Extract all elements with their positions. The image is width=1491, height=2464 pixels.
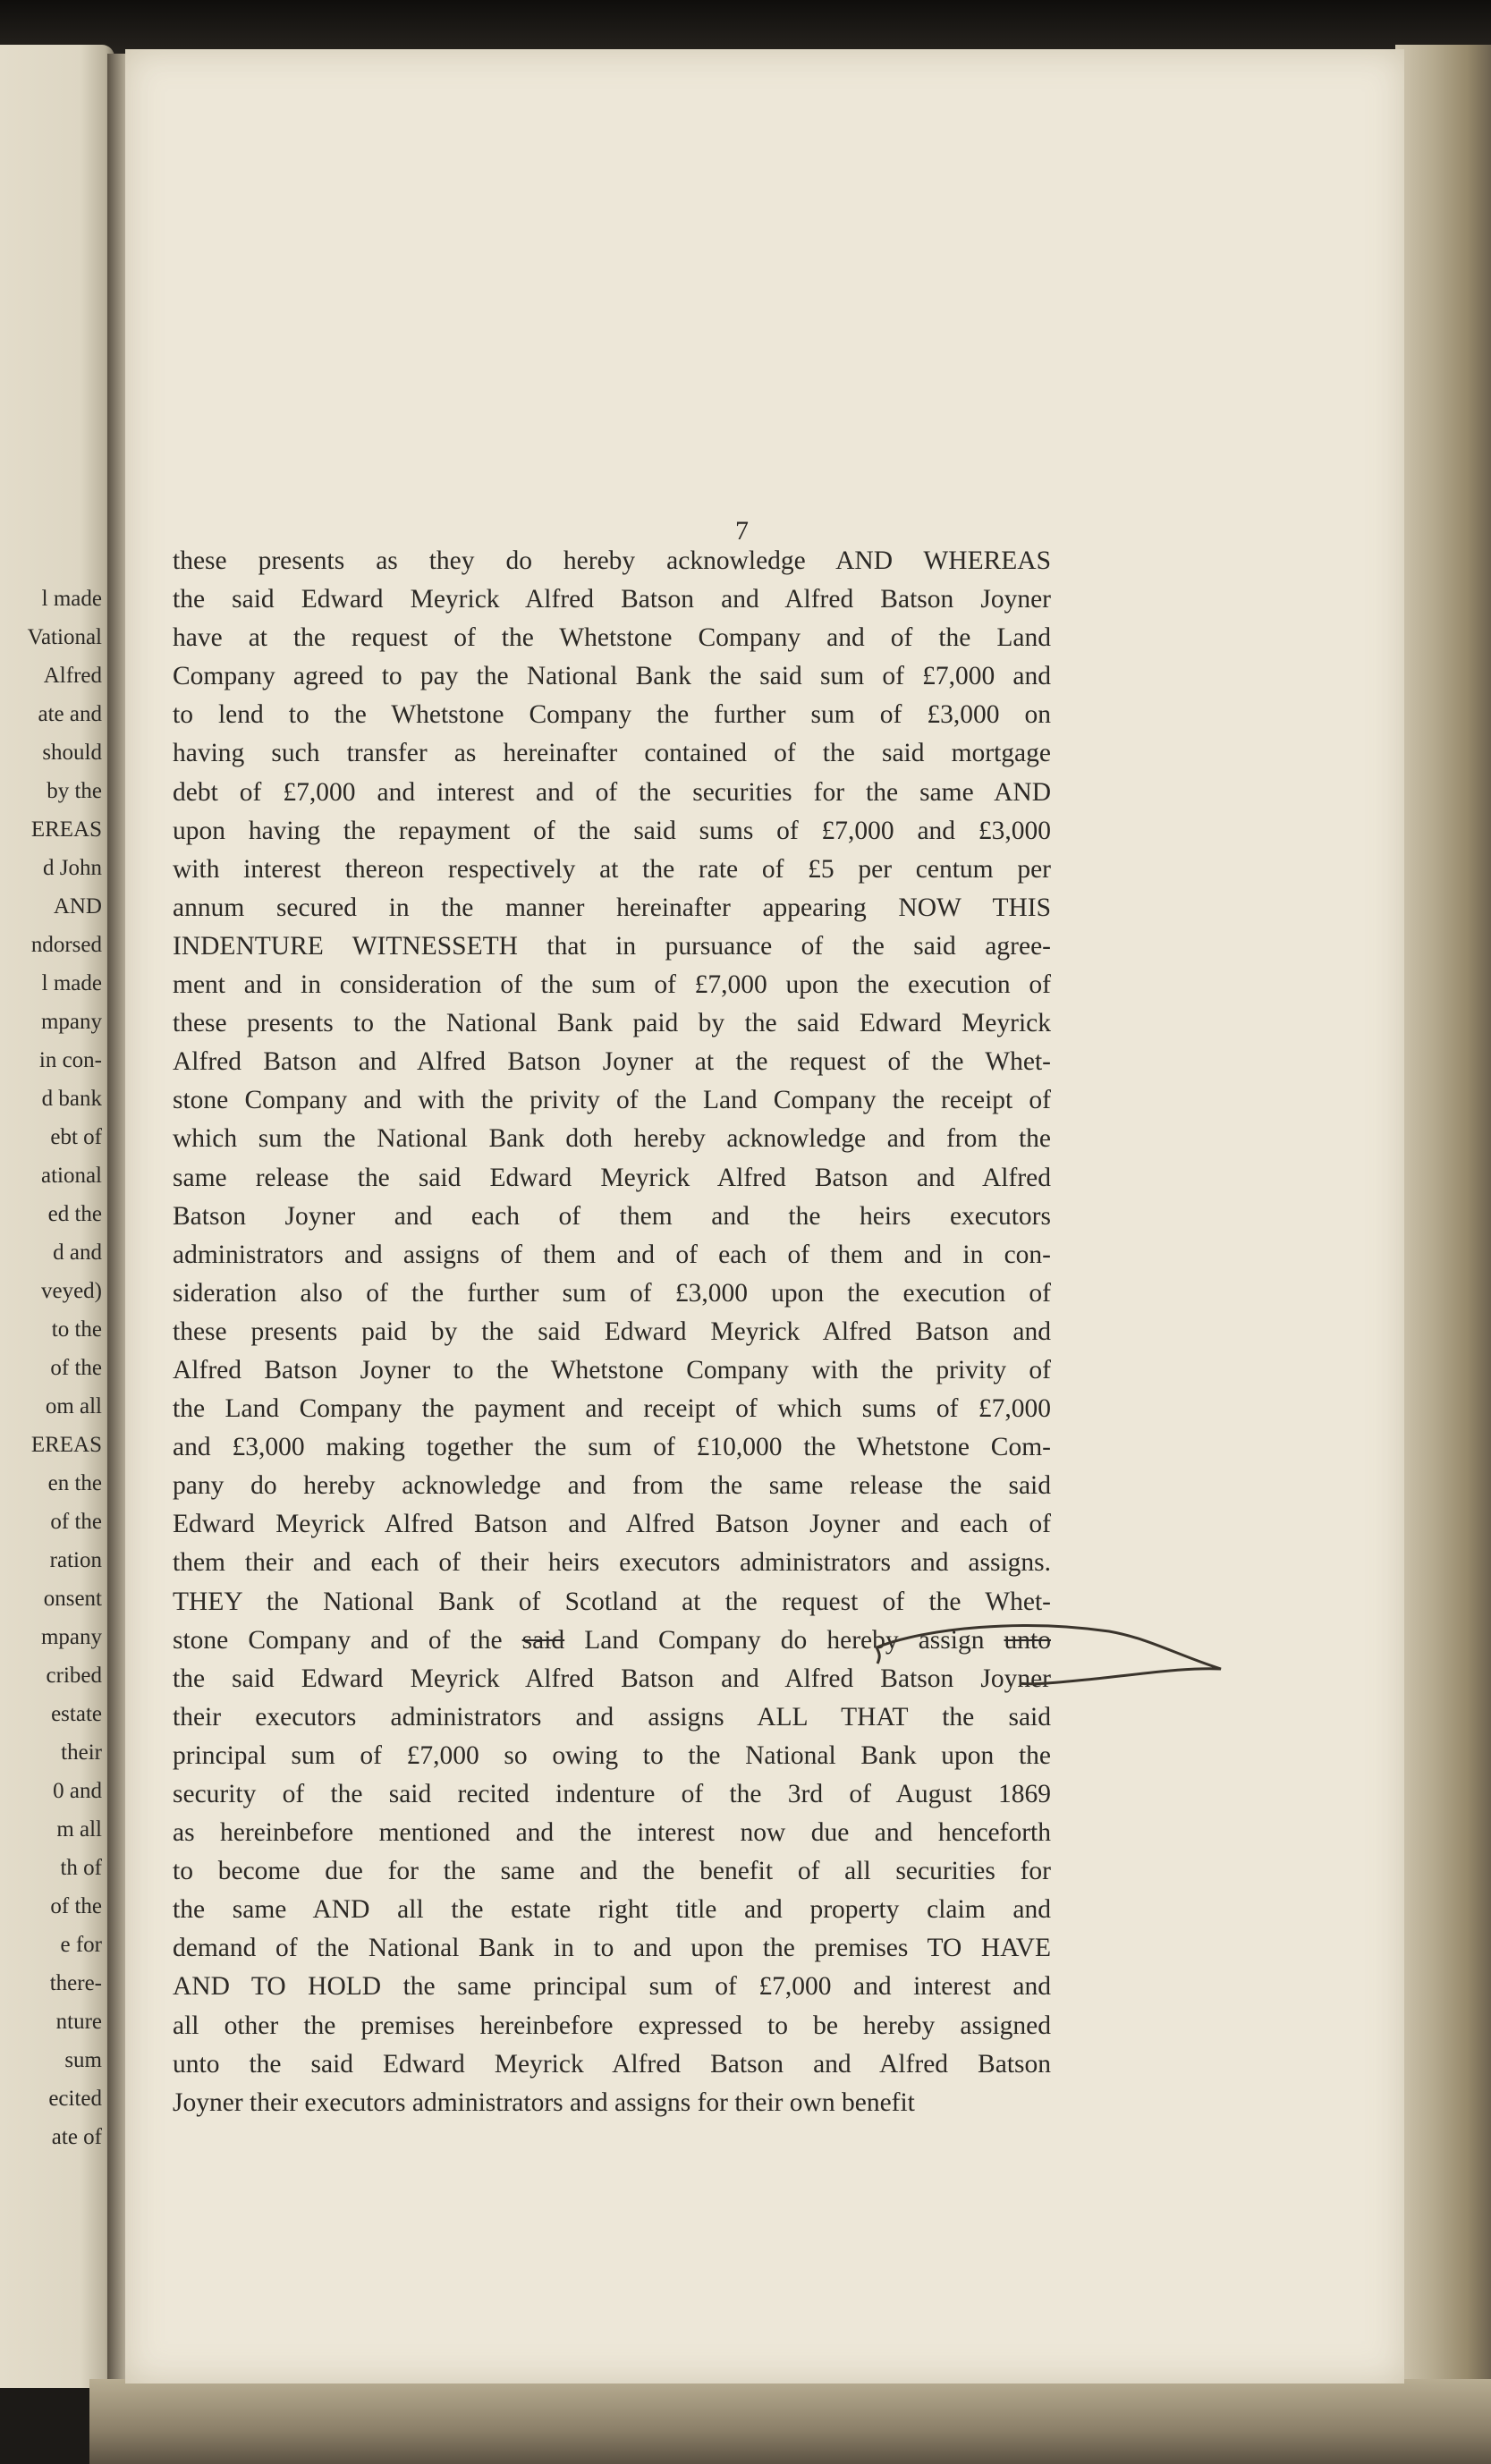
left-page-fragment: d bank xyxy=(41,1087,102,1111)
left-page-fragment: m all xyxy=(56,1817,102,1842)
text-line: INDENTURE WITNESSETH that in pursuance of the said agree- xyxy=(173,931,1051,961)
left-page-fragment: EREAS xyxy=(30,817,102,842)
struck-word: unto xyxy=(1004,1625,1051,1655)
left-page-fragment: sum xyxy=(64,2048,102,2072)
left-page-fragment: d John xyxy=(43,856,102,880)
text-line: unto the said Edward Meyrick Alfred Batson and Alfred Batson xyxy=(173,2049,1051,2079)
left-page-fragment: onsent xyxy=(43,1587,102,1611)
text-line: stone Company and with the privity of the Land Company the receipt of xyxy=(173,1086,1051,1115)
left-page-fragment: their xyxy=(61,1740,102,1765)
text-line: Company agreed to pay the National Bank the said sum of £7,000 and xyxy=(173,662,1051,691)
left-page-fragment: estate xyxy=(51,1702,102,1726)
left-page-fragment: nture xyxy=(55,2010,102,2034)
left-page-fragment: om all xyxy=(45,1394,102,1418)
text-line: the Land Company the payment and receipt of which sums of £7,000 xyxy=(173,1394,1051,1424)
text-line: these presents paid by the said Edward Meyrick Alfred Batson and xyxy=(173,1317,1051,1346)
text-line: having such transfer as hereinafter contained of the said mortgage xyxy=(173,739,1051,768)
text-line: debt of £7,000 and interest and of the securities for the same AND xyxy=(173,777,1051,807)
text-segment: stone Company and of the xyxy=(173,1625,522,1655)
left-page-fragment: 0 and xyxy=(53,1779,102,1803)
text-line: the same AND all the estate right title and property claim and xyxy=(173,1895,1051,1925)
left-page-fragment: AND xyxy=(53,894,102,919)
handwritten-pen-mark xyxy=(872,1610,1257,1695)
left-page-fragment: d and xyxy=(53,1240,102,1265)
text-line: which sum the National Bank doth hereby acknowledge and from the xyxy=(173,1124,1051,1154)
text-line: the said Edward Meyrick Alfred Batson and Alfred Batson Joyner xyxy=(173,1664,1051,1693)
left-page-fragment: in con- xyxy=(38,1048,102,1072)
text-line: same release the said Edward Meyrick Alfred Batson and Alfred xyxy=(173,1163,1051,1192)
left-page-fragment: ational xyxy=(40,1164,102,1188)
text-line: Batson Joyner and each of them and the heirs executors xyxy=(173,1201,1051,1231)
text-line: these presents to the National Bank paid by the said Edward Meyrick xyxy=(173,1009,1051,1038)
text-line: Joyner their executors administrators and assigns for their own benefit xyxy=(173,2087,915,2117)
text-line: Edward Meyrick Alfred Batson and Alfred Batson Joyner and each of xyxy=(173,1510,1051,1539)
left-page-fragment: by the xyxy=(47,779,102,803)
left-page-fragment: l made xyxy=(41,971,102,995)
text-line: these presents as they do hereby acknowledge AND WHEREAS xyxy=(173,546,1051,575)
text-line: the said Edward Meyrick Alfred Batson and Alfred Batson Joyner xyxy=(173,585,1051,614)
text-line: administrators and assigns of them and of each of them and in con- xyxy=(173,1240,1051,1269)
text-line: ment and in consideration of the sum of £7,000 upon the execution of xyxy=(173,970,1051,1000)
text-line: principal sum of £7,000 so owing to the National Bank upon the xyxy=(173,1740,1051,1770)
left-page-fragment: there- xyxy=(49,1971,102,1995)
text-line: pany do hereby acknowledge and from the same release the said xyxy=(173,1471,1051,1501)
left-page-fragment: veyed) xyxy=(40,1279,102,1303)
text-line: Alfred Batson and Alfred Batson Joyner at the request of the Whet- xyxy=(173,1047,1051,1077)
text-line: sideration also of the further sum of £3,000 upon the execution of xyxy=(173,1278,1051,1308)
text-line: all other the premises hereinbefore expressed to be hereby assigned xyxy=(173,2011,1051,2040)
text-line: their executors administrators and assigns ALL THAT the said xyxy=(173,1702,1051,1732)
text-line: Alfred Batson Joyner to the Whetstone Company with the privity of xyxy=(173,1355,1051,1384)
page-bottom-edge xyxy=(89,2379,1491,2464)
text-line: and £3,000 making together the sum of £10,000 the Whetstone Com- xyxy=(173,1433,1051,1462)
text-line: security of the said recited indenture of the 3rd of August 1869 xyxy=(173,1780,1051,1808)
left-page-fragment: th of xyxy=(60,1856,102,1880)
left-page-fragment: of the xyxy=(50,1510,102,1534)
text-line: demand of the National Bank in to and upon the premises TO HAVE xyxy=(173,1934,1051,1963)
left-page-fragment: en the xyxy=(47,1471,102,1495)
left-page-fragment: ndorsed xyxy=(30,933,102,957)
page-number: 7 xyxy=(735,516,749,546)
text-line: with interest thereon respectively at the rate of £5 per centum per xyxy=(173,854,1051,884)
text-line: THEY the National Bank of Scotland at the request of the Whet- xyxy=(173,1587,1051,1616)
left-page-fragment: ate and xyxy=(38,702,102,726)
left-page-fragment: mpany xyxy=(40,1010,102,1034)
left-page-fragment: to the xyxy=(51,1317,102,1342)
left-page-fragment: mpany xyxy=(40,1625,102,1649)
text-line: them their and each of their heirs executors administrators and assigns. xyxy=(173,1548,1051,1578)
left-page-fragment: of the xyxy=(50,1356,102,1380)
text-segment: Land Company do hereby assign xyxy=(564,1625,1004,1655)
left-page-fragment: l made xyxy=(41,587,102,611)
left-page-fragment: cribed xyxy=(46,1664,102,1688)
page-stack-edge xyxy=(1395,45,1491,2406)
left-page-fragment: should xyxy=(42,741,102,765)
left-page-fragment: ration xyxy=(49,1548,102,1572)
struck-word: said xyxy=(521,1625,565,1655)
left-page-fragment: e for xyxy=(60,1933,102,1957)
left-page-fragment: of the xyxy=(50,1894,102,1918)
left-page-fragment: Alfred xyxy=(43,664,102,688)
left-page-text xyxy=(28,580,102,2156)
text-line: AND TO HOLD the same principal sum of £7,000 and interest and xyxy=(173,1972,1051,2002)
text-line: to lend to the Whetstone Company the further sum of £3,000 on xyxy=(173,700,1051,730)
body-text xyxy=(173,542,1051,2122)
text-line: upon having the repayment of the said sums of £7,000 and £3,000 xyxy=(173,816,1051,845)
left-page-fragment: ecited xyxy=(48,2087,102,2111)
left-page-fragment: Vational xyxy=(27,625,102,649)
text-line: to become due for the same and the benefit of all securities for xyxy=(173,1857,1051,1886)
left-page-fragment: ed the xyxy=(47,1202,102,1226)
left-facing-page xyxy=(0,45,114,2388)
left-page-fragment: ate of xyxy=(51,2125,102,2149)
left-page-fragment: ebt of xyxy=(50,1125,102,1149)
left-page-fragment: EREAS xyxy=(30,1433,102,1457)
text-line: annum secured in the manner hereinafter appearing NOW THIS xyxy=(173,893,1051,922)
text-line: as hereinbefore mentioned and the interest now due and henceforth xyxy=(173,1818,1051,1848)
text-line: have at the request of the Whetstone Company and of the Land xyxy=(173,623,1051,653)
